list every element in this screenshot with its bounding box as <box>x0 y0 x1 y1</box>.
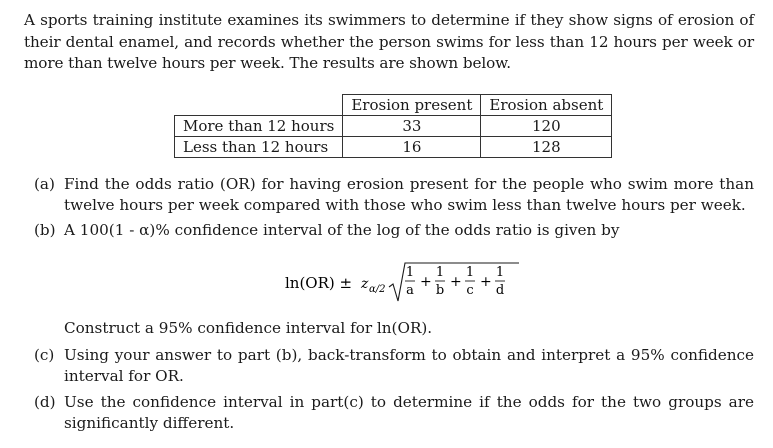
cell-less-present: 16 <box>343 137 481 158</box>
frac-d-numerator: 1 <box>495 265 505 280</box>
problem-intro: A sports training institute examines its swimmers to determine if they show signs of erosion of their dental enamel, and records whether the person swims for less than 12 hours per week or more than twelve hours per week. The results are shown below. <box>24 11 754 72</box>
header-erosion-present: Erosion present <box>343 95 481 116</box>
table-row <box>175 116 612 137</box>
cell-more-absent: 120 <box>481 116 612 137</box>
formula-z: z <box>361 276 369 292</box>
question-a-label: (a) <box>34 175 55 193</box>
table-header-row <box>175 95 612 116</box>
header-erosion-absent: Erosion absent <box>481 95 612 116</box>
frac-b-denominator: b <box>435 283 445 298</box>
plus-3: + <box>480 274 492 290</box>
question-d-label: (d) <box>34 393 56 411</box>
frac-b-numerator: 1 <box>435 265 445 280</box>
question-d-text: Use the confidence interval in part(c) to determine if the odds for the two groups are significantly different. <box>64 393 754 432</box>
cell-more-present: 33 <box>343 116 481 137</box>
frac-c-denominator: c <box>466 283 474 298</box>
plus-1: + <box>420 274 432 290</box>
formula-lhs: ln(OR) ± <box>285 274 353 292</box>
frac-a-numerator: 1 <box>405 265 415 280</box>
frac-d-denominator: d <box>495 283 505 298</box>
question-c-label: (c) <box>34 346 55 364</box>
frac-a-denominator: a <box>406 283 414 298</box>
table-row <box>175 137 612 158</box>
question-b-text: A 100(1 - α)% confidence interval of the log of the odds ratio is given by <box>64 221 620 239</box>
erosion-table <box>174 94 612 158</box>
ci-formula <box>285 261 585 305</box>
formula-z-subscript: α/2 <box>369 284 386 295</box>
row-label-more-than-12: More than 12 hours <box>175 116 343 137</box>
question-c-text: Using your answer to part (b), back-transform to obtain and interpret a 95% confidence interval for OR. <box>64 346 754 385</box>
row-label-less-than-12: Less than 12 hours <box>175 137 343 158</box>
table-corner <box>175 95 343 116</box>
frac-c-numerator: 1 <box>465 265 475 280</box>
cell-less-absent: 128 <box>481 137 612 158</box>
question-a-text: Find the odds ratio (OR) for having erosion present for the people who swim more than twelve hours per week compared with those who swim less than twelve hours per week. <box>64 175 754 214</box>
ci-formula-svg <box>285 261 585 305</box>
construct-ci-text: Construct a 95% confidence interval for ln(OR). <box>64 319 433 337</box>
plus-2: + <box>450 274 462 290</box>
question-b-label: (b) <box>34 221 56 239</box>
